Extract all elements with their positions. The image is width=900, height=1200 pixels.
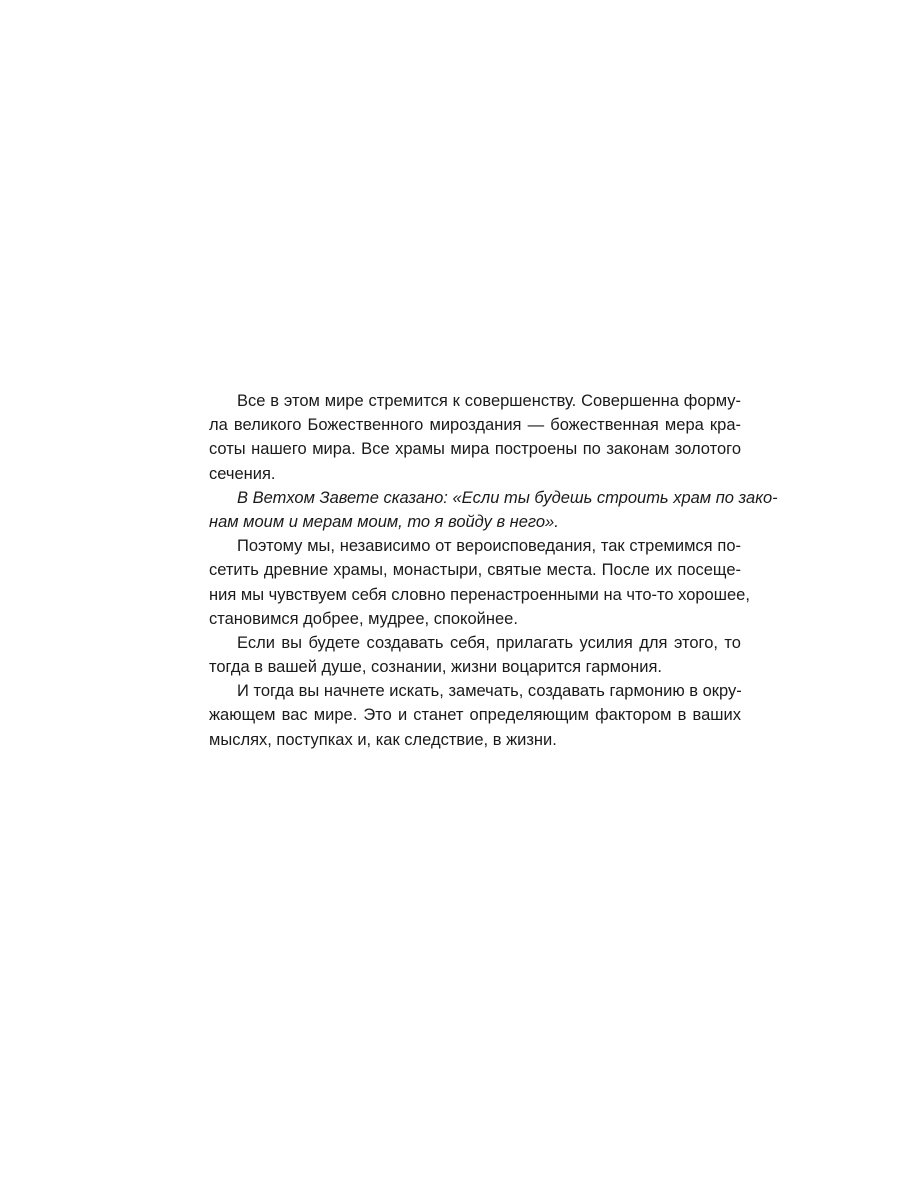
text-line: И тогда вы начнете искать, замечать, создавать гармонию в окру-: [237, 682, 742, 701]
text-line: нам моим и мерам моим, то я войду в него».: [209, 512, 559, 531]
text-line: ния мы чувствуем себя словно перенастроенными на что-то хорошее,: [209, 585, 750, 604]
paragraph-3: [209, 534, 750, 631]
text-line: Если вы будете создавать себя, прилагать усилия для этого, то: [237, 633, 741, 652]
paragraph-2-quote: [209, 486, 778, 534]
body-text: [209, 389, 778, 752]
text-line: жающем вас мире. Это и станет определяющим фактором в ваших: [209, 706, 741, 725]
text-line: становимся добрее, мудрее, спокойнее.: [209, 609, 518, 628]
text-line: соты нашего мира. Все храмы мира построены по законам золотого: [209, 440, 741, 459]
text-line: мыслях, поступках и, как следствие, в жизни.: [209, 730, 557, 749]
text-line: ла великого Божественного мироздания — божественная мера кра-: [209, 416, 741, 435]
text-line: тогда в вашей душе, сознании, жизни воцарится гармония.: [209, 658, 663, 677]
text-line: Все в этом мире стремится к совершенству. Совершенна форму-: [237, 392, 741, 410]
paragraph-1: [209, 389, 741, 486]
paragraph-5: [209, 679, 741, 752]
text-line: Поэтому мы, независимо от вероисповедания, так стремимся по-: [237, 537, 741, 556]
text-line: сечения.: [209, 464, 276, 483]
paragraph-4: [209, 631, 741, 679]
text-line: В Ветхом Завете сказано: «Если ты будешь строить храм по зако-: [237, 488, 778, 507]
text-line: сетить древние храмы, монастыри, святые места. После их посеще-: [209, 561, 741, 580]
